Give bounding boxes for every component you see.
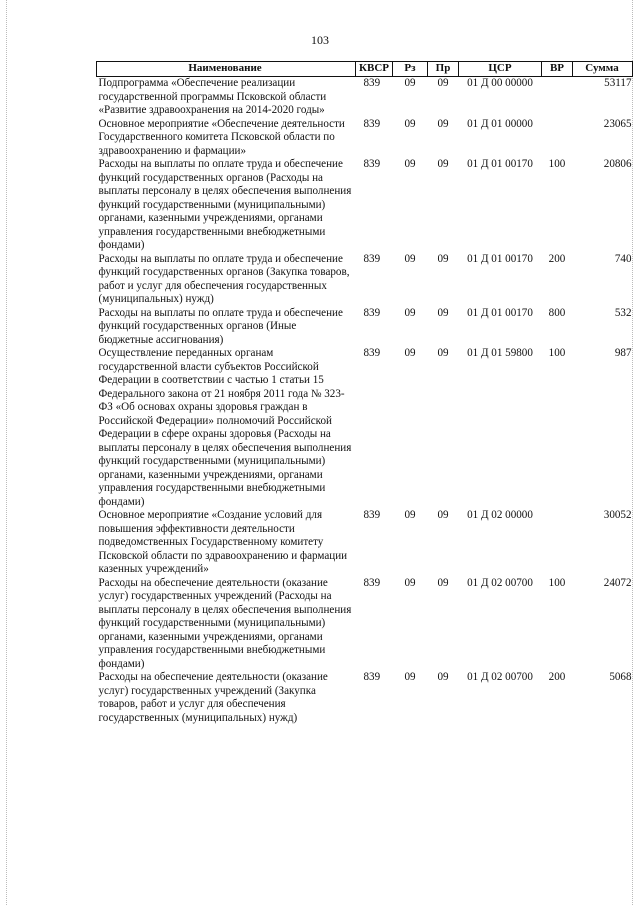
header-name: Наименование	[97, 62, 356, 77]
row-csr: 01 Д 00 00000	[467, 77, 533, 89]
row-vr: 200	[548, 671, 566, 683]
row-csr: 01 Д 01 00170	[467, 306, 533, 319]
row-vr: 200	[548, 252, 566, 265]
row-csr: 01 Д 01 00000	[467, 117, 533, 130]
row-vr: 800	[548, 306, 566, 319]
row-rz: 09	[404, 117, 416, 130]
row-vr: 100	[548, 576, 566, 589]
row-pr: 09	[437, 77, 449, 89]
table-header-row	[97, 62, 633, 77]
row-pr: 09	[437, 252, 449, 265]
row-name: Расходы на выплаты по оплате труда и обеспечение функций государственных органов (Иные бюджетные ассигнования)	[98, 306, 343, 346]
row-pr: 09	[437, 509, 449, 521]
row-sum: 30052	[603, 509, 632, 521]
header-kvsr: КВСР	[356, 62, 393, 77]
table-row	[97, 77, 633, 118]
budget-table	[96, 61, 633, 725]
row-kvsr: 839	[363, 77, 381, 89]
row-name: Расходы на выплаты по оплате труда и обеспечение функций государственных органов (Закупка товаров, работ и услуг для обеспечения государственных (муниципальных) нужд)	[98, 252, 350, 305]
row-rz: 09	[404, 347, 416, 359]
row-sum: 532	[614, 306, 632, 319]
row-sum: 23065	[603, 117, 632, 130]
row-rz: 09	[404, 158, 416, 170]
row-name: Расходы на обеспечение деятельности (оказание услуг) государственных учреждений (Закупка товаров, работ и услуг для обеспечения государственных (муниципальных) нужд)	[98, 671, 328, 724]
row-rz: 09	[404, 509, 416, 521]
row-rz: 09	[404, 671, 416, 683]
row-sum: 740	[614, 252, 632, 265]
header-rz: Рз	[393, 62, 428, 77]
row-kvsr: 839	[363, 158, 381, 170]
row-kvsr: 839	[363, 117, 381, 130]
row-vr	[542, 77, 573, 118]
row-csr: 01 Д 01 00170	[467, 158, 533, 170]
table-row	[97, 307, 633, 348]
row-name: Подпрограмма «Обеспечение реализации государственной программы Псковской области «Развитие здравоохранения на 2014-2020 годы»	[98, 77, 327, 116]
row-vr	[542, 509, 573, 577]
row-name: Расходы на обеспечение деятельности (оказание услуг) государственных учреждений (Расходы на выплаты персоналу в целях обеспечения выполнения функций государственными (муниципальными) органами, казенными учреждениями, органами управления государственными внебюджетными фондами)	[98, 576, 352, 670]
row-csr: 01 Д 01 00170	[467, 252, 533, 265]
table-row	[97, 158, 633, 253]
row-pr: 09	[437, 347, 449, 359]
row-sum: 53117	[604, 77, 632, 89]
header-sum: Сумма	[573, 62, 633, 77]
row-kvsr: 839	[363, 306, 381, 319]
page-number: 103	[311, 33, 329, 47]
row-sum: 987	[614, 347, 632, 359]
row-csr: 01 Д 02 00700	[467, 671, 533, 683]
row-name: Расходы на выплаты по оплате труда и обеспечение функций государственных органов (Расходы на выплаты персоналу в целях обеспечения выполнения функций государственными (муниципальными) органами, казенными учреждениями, органами управления государственными внебюджетными фондами)	[98, 158, 352, 251]
row-sum: 5068	[609, 671, 632, 683]
table-row	[97, 347, 633, 509]
row-pr: 09	[437, 576, 449, 589]
table-row	[97, 118, 633, 159]
row-sum: 24072	[603, 576, 632, 589]
row-name: Основное мероприятие «Создание условий для повышения эффективности деятельности подведомственных Государственному комитету Псковской области по здравоохранению и фармации казенных учреждений»	[98, 509, 348, 575]
row-pr: 09	[437, 117, 449, 130]
row-rz: 09	[404, 77, 416, 89]
row-csr: 01 Д 01 59800	[467, 347, 533, 359]
table-row	[97, 253, 633, 307]
header-pr: Пр	[428, 62, 459, 77]
row-kvsr: 839	[363, 576, 381, 589]
row-rz: 09	[404, 576, 416, 589]
scan-margin-left	[6, 0, 8, 905]
row-kvsr: 839	[363, 671, 381, 683]
row-pr: 09	[437, 671, 449, 683]
row-kvsr: 839	[363, 347, 381, 359]
row-rz: 09	[404, 306, 416, 319]
header-csr: ЦСР	[459, 62, 542, 77]
row-vr: 100	[548, 158, 566, 170]
table-row	[97, 509, 633, 577]
row-vr	[542, 118, 573, 159]
row-sum: 20806	[603, 158, 632, 170]
row-name: Основное мероприятие «Обеспечение деятельности Государственного комитета Псковской области по здравоохранению и фармации»	[98, 117, 345, 157]
row-kvsr: 839	[363, 252, 381, 265]
table-row	[97, 671, 633, 725]
row-csr: 01 Д 02 00700	[467, 576, 533, 589]
row-rz: 09	[404, 252, 416, 265]
row-kvsr: 839	[363, 509, 381, 521]
header-vr: ВР	[542, 62, 573, 77]
row-vr: 100	[548, 347, 566, 359]
row-pr: 09	[437, 158, 449, 170]
row-name: Осуществление переданных органам государственной власти субъектов Российской Федерации в соответствии с частью 1 статьи 15 Федерального закона от 21 ноября 2011 года № 323-ФЗ «Об основах охраны здоровья граждан в Российской Федерации» полномочий Российской Федерации в сфере охраны здоровья (Расходы на выплаты персоналу в целях обеспечения выполнения функций государственными (муниципальными) органами, казенными учреждениями, органами управления государственными внебюджетными фондами)	[98, 347, 352, 508]
row-pr: 09	[437, 306, 449, 319]
table-row	[97, 577, 633, 672]
row-csr: 01 Д 02 00000	[467, 509, 533, 521]
